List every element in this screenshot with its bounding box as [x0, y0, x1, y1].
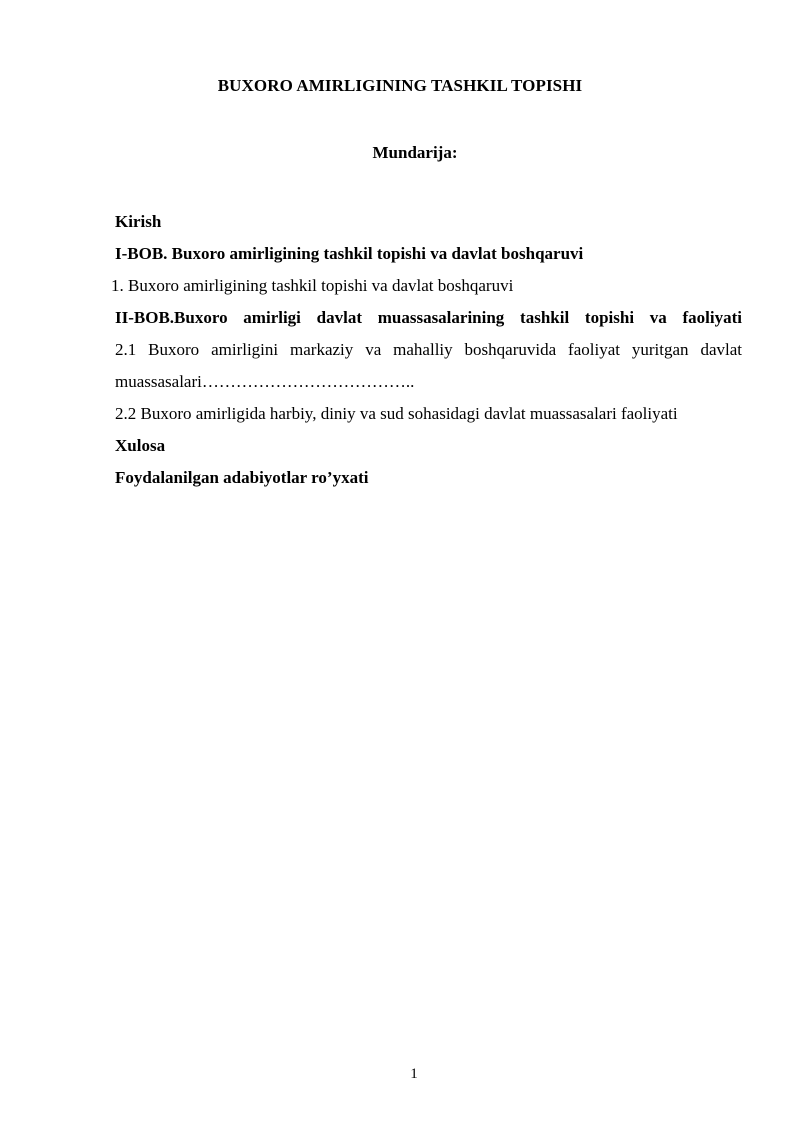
toc-entry-references: Foydalanilgan adabiyotlar ro’yxati: [115, 468, 369, 487]
toc-entry-section-2-2: 2.2 Buxoro amirligida harbiy, diniy va sud sohasidagi davlat muassasalari faoliyati: [115, 404, 678, 423]
page-number: 1: [410, 1066, 418, 1082]
toc-entry-section-2-1: 2.1 Buxoro amirligini markaziy va mahalliy boshqaruvida faoliyat yuritgan davlat muassasalari………………………………..: [115, 340, 742, 391]
toc-entry-section-1: 1. Buxoro amirligining tashkil topishi va davlat boshqaruvi: [111, 276, 514, 295]
toc-entry-chapter-2: II-BOB.Buxoro amirligi davlat muassasalarining tashkil topishi va faoliyati: [115, 308, 742, 327]
toc-heading: Mundarija:: [372, 143, 458, 162]
table-of-contents: [111, 206, 742, 494]
toc-entry-intro: Kirish: [115, 212, 162, 231]
toc-entry-conclusion: Xulosa: [115, 436, 166, 455]
document-title: BUXORO AMIRLIGINING TASHKIL TOPISHI: [217, 76, 583, 95]
toc-entry-chapter-1: I-BOB. Buxoro amirligining tashkil topishi va davlat boshqaruvi: [115, 244, 584, 263]
